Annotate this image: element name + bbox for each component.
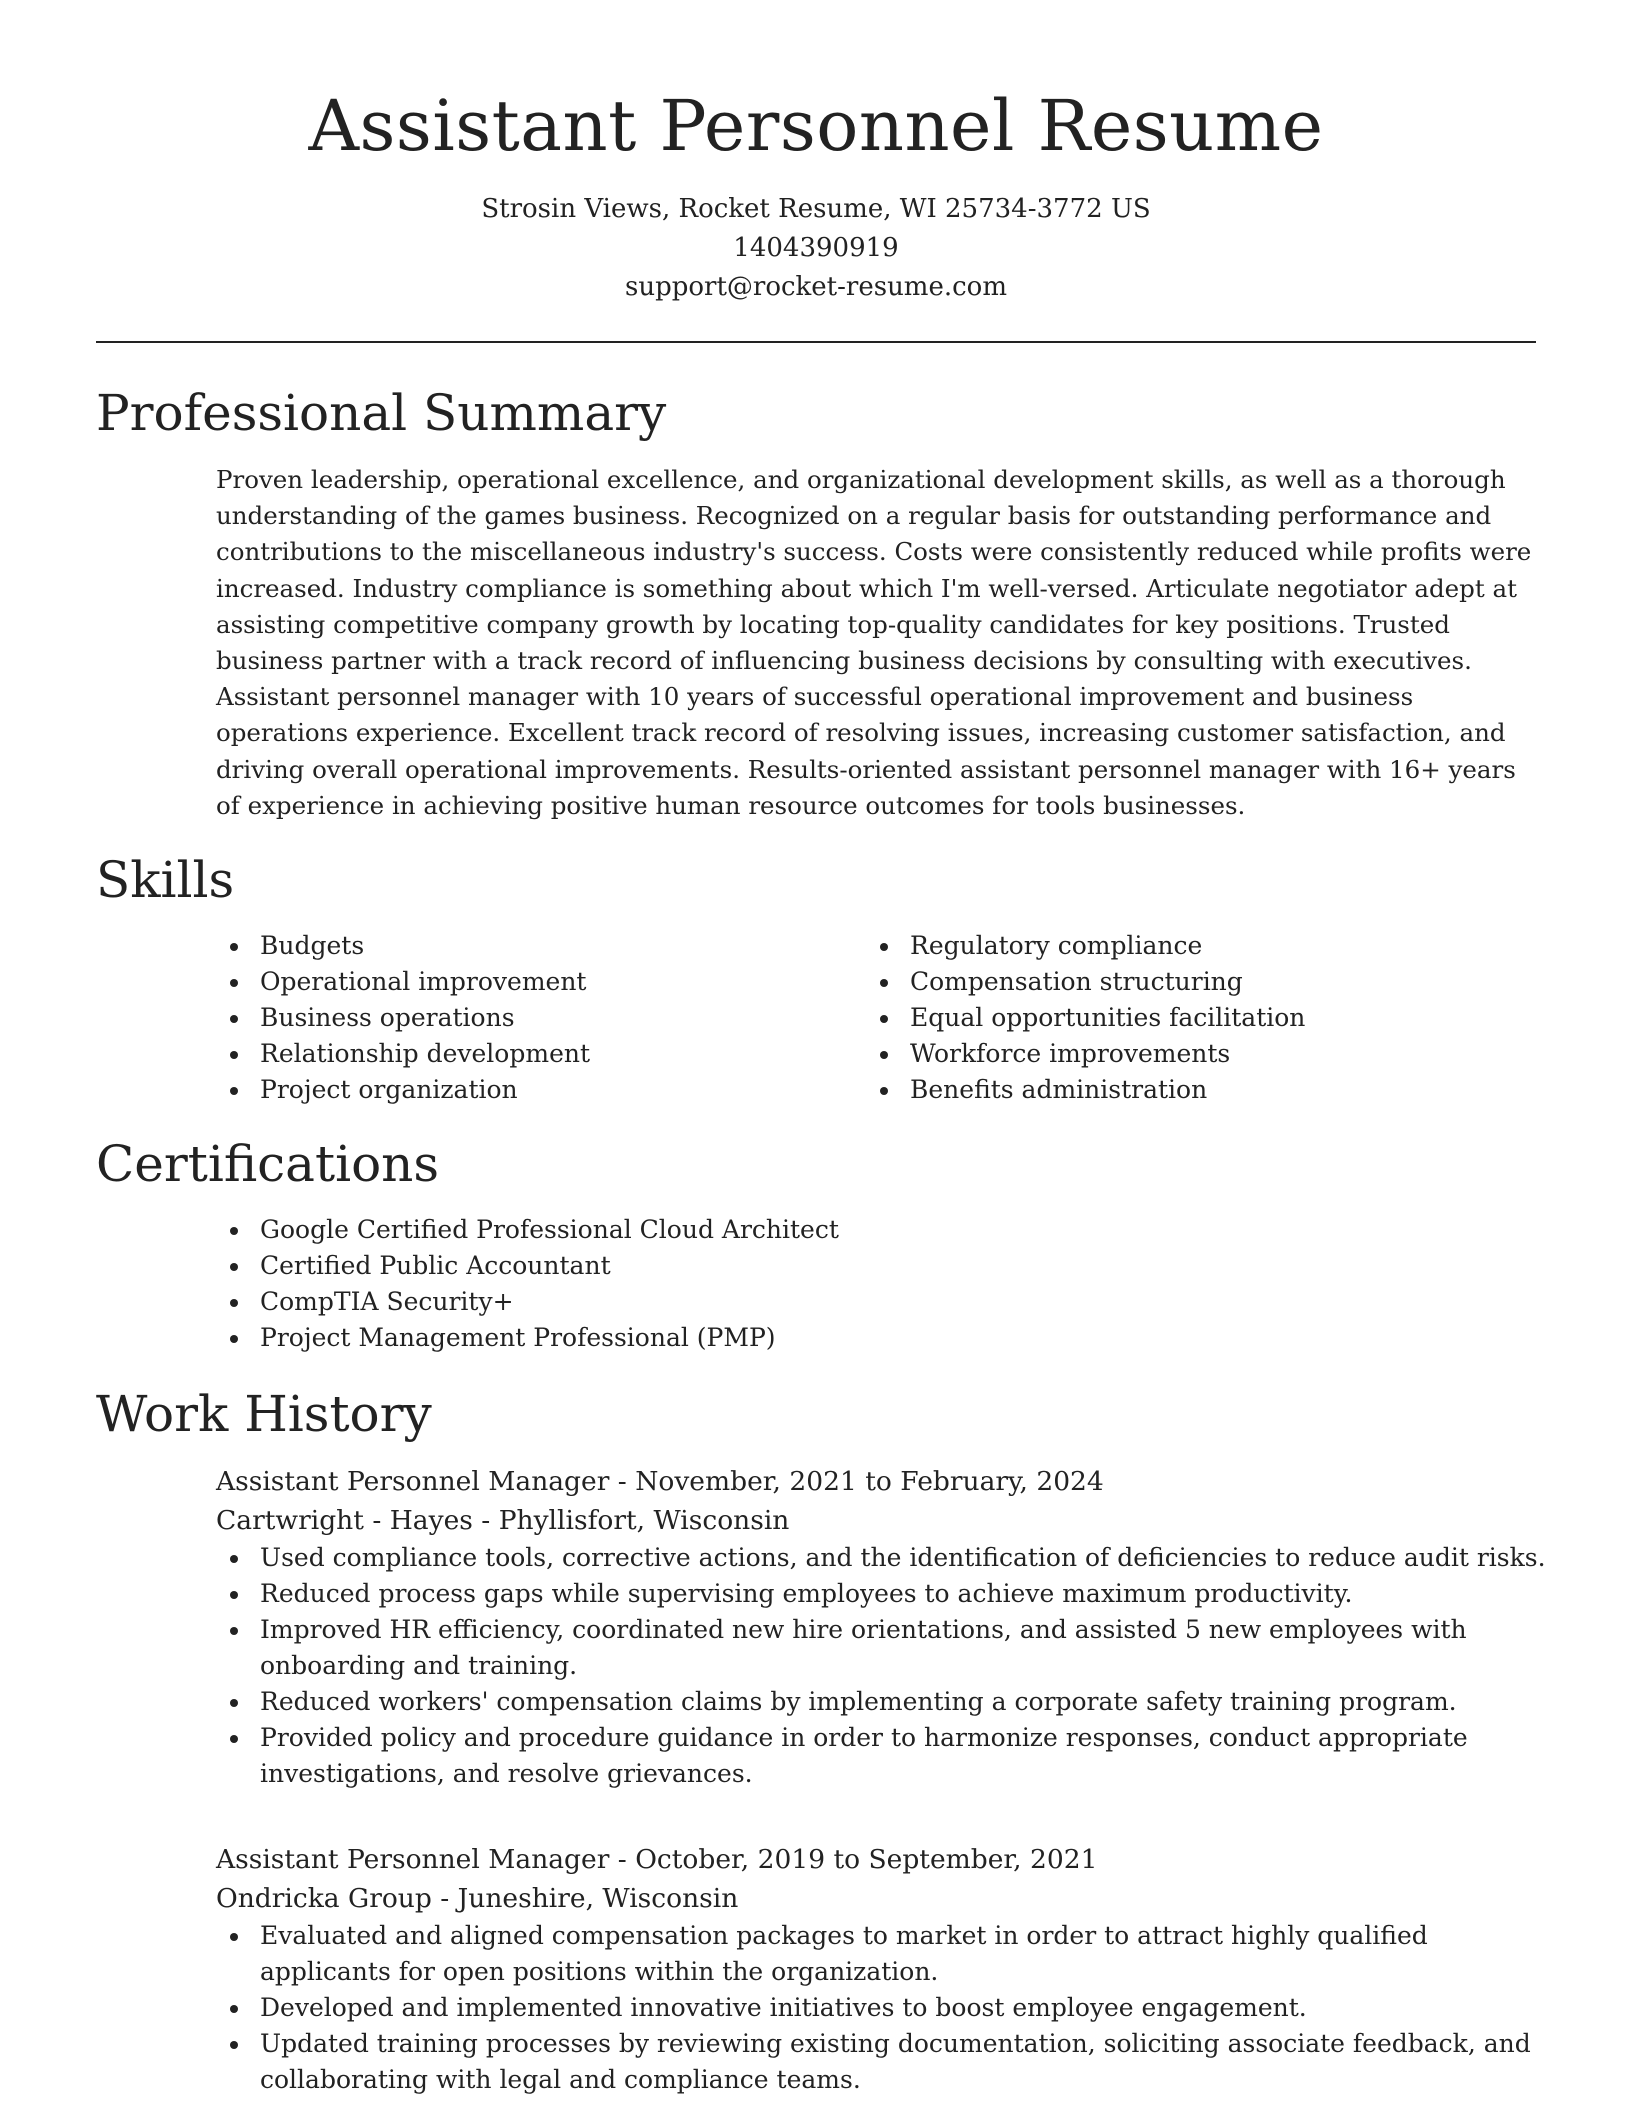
- contact-info: [96, 190, 1536, 307]
- skill-item: Budgets: [260, 928, 860, 964]
- job-entry: [216, 1840, 1546, 2098]
- job-location: Juneshire, Wisconsin: [457, 1883, 739, 1914]
- contact-email: support@rocket-resume.com: [624, 272, 1007, 302]
- job-bullet: Used compliance tools, corrective actions, and the identification of deficiencies to reduce audit risks.: [260, 1540, 1546, 1576]
- job-company-line: Ondricka Group - Juneshire, Wisconsin: [216, 1883, 739, 1914]
- skill-item: Relationship development: [260, 1036, 860, 1072]
- job-title-line: Assistant Personnel Manager - November, 2021 to February, 2024: [216, 1466, 1104, 1497]
- skills-heading: Skills: [96, 851, 235, 909]
- certification-item: Google Certified Professional Cloud Architect: [260, 1212, 1460, 1248]
- job-location: Phyllisfort, Wisconsin: [498, 1505, 790, 1536]
- job-title: Assistant Personnel Manager: [216, 1844, 610, 1875]
- job-bullet: Developed and implemented innovative initiatives to boost employee engagement.: [260, 1990, 1546, 2026]
- work-history-heading: Work History: [96, 1385, 432, 1443]
- contact-phone: 1404390919: [733, 233, 899, 263]
- resume-header: [96, 84, 1536, 307]
- header-divider: [96, 341, 1536, 343]
- job-title: Assistant Personnel Manager: [216, 1466, 610, 1497]
- skill-item: Operational improvement: [260, 964, 860, 1000]
- job-company: Cartwright - Hayes: [216, 1505, 473, 1536]
- certifications-heading: Certifications: [96, 1135, 440, 1193]
- job-company-line: Cartwright - Hayes - Phyllisfort, Wisconsin: [216, 1505, 790, 1536]
- summary-heading: Professional Summary: [96, 384, 667, 442]
- job-bullet: Reduced workers' compensation claims by implementing a corporate safety training program.: [260, 1684, 1546, 1720]
- skill-item: Benefits administration: [910, 1072, 1530, 1108]
- contact-address: Strosin Views, Rocket Resume, WI 25734-3772 US: [481, 194, 1151, 224]
- job-dates: October, 2019 to September, 2021: [635, 1844, 1098, 1875]
- skill-item: Regulatory compliance: [910, 928, 1530, 964]
- job-bullets: [216, 1918, 1546, 2098]
- skill-item: Compensation structuring: [910, 964, 1530, 1000]
- certification-item: Certified Public Accountant: [260, 1248, 1460, 1284]
- skill-item: Business operations: [260, 1000, 860, 1036]
- job-entry: [216, 1462, 1546, 1792]
- summary-text: Proven leadership, operational excellence, and organizational development skills, as well as a thorough understanding of the games business. Recognized on a regular basis for outstanding performance and contributions to the miscellaneous industry's success. Costs were consistently reduced while profits were increased. Industry compliance is something about which I'm well-versed. Articulate negotiator adept at assisting competitive company growth by locating top-quality candidates for key positions. Trusted business partner with a track record of influencing business decisions by consulting with executives. Assistant personnel manager with 10 years of successful operational improvement and business operations experience. Excellent track record of resolving issues, increasing customer satisfaction, and driving overall operational improvements. Results-oriented assistant personnel manager with 16+ years of experience in achieving positive human resource outcomes for tools businesses.: [216, 465, 1532, 820]
- job-bullet: Updated training processes by reviewing existing documentation, soliciting associate feedback, and collaborating with legal and compliance teams.: [260, 2026, 1546, 2098]
- skill-item: Project organization: [260, 1072, 860, 1108]
- skills-list-right: [866, 928, 1530, 1108]
- job-bullets: [216, 1540, 1546, 1792]
- skills-list-left: [216, 928, 860, 1108]
- certification-item: Project Management Professional (PMP): [260, 1320, 1460, 1356]
- job-dates: November, 2021 to February, 2024: [635, 1466, 1104, 1497]
- skill-item: Workforce improvements: [910, 1036, 1530, 1072]
- skill-item: Equal opportunities facilitation: [910, 1000, 1530, 1036]
- certifications-list: [216, 1212, 1460, 1356]
- job-company: Ondricka Group: [216, 1883, 432, 1914]
- job-bullet: Provided policy and procedure guidance in order to harmonize responses, conduct appropriate investigations, and resolve grievances.: [260, 1720, 1546, 1792]
- certification-item: CompTIA Security+: [260, 1284, 1460, 1320]
- job-bullet: Improved HR efficiency, coordinated new hire orientations, and assisted 5 new employees with onboarding and training.: [260, 1612, 1546, 1684]
- resume-title: Assistant Personnel Resume: [308, 85, 1324, 167]
- job-bullet: Reduced process gaps while supervising employees to achieve maximum productivity.: [260, 1576, 1546, 1612]
- job-title-line: Assistant Personnel Manager - October, 2019 to September, 2021: [216, 1844, 1098, 1875]
- job-bullet: Evaluated and aligned compensation packages to market in order to attract highly qualified applicants for open positions within the organization.: [260, 1918, 1546, 1990]
